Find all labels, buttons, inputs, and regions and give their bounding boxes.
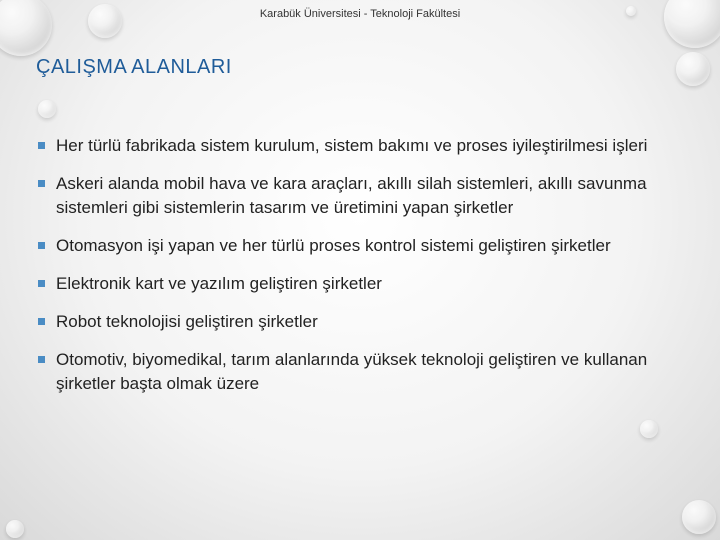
water-drop-decoration (640, 420, 658, 438)
square-bullet-icon (38, 242, 45, 249)
list-item (36, 172, 696, 220)
square-bullet-icon (38, 180, 45, 187)
water-drop-decoration (6, 520, 24, 538)
water-drop-decoration (38, 100, 56, 118)
list-item-text: Askeri alanda mobil hava ve kara araçları, akıllı silah sistemleri, akıllı savunma sistemleri gibi sistemlerin tasarım ve üretimini yapan şirketler (56, 174, 647, 217)
square-bullet-icon (38, 318, 45, 325)
list-item (36, 272, 696, 296)
list-item-text: Otomotiv, biyomedikal, tarım alanlarında yüksek teknoloji geliştiren ve kullanan şirketler başta olmak üzere (56, 350, 648, 393)
list-item-text: Otomasyon işi yapan ve her türlü proses kontrol sistemi geliştiren şirketler (56, 236, 611, 255)
square-bullet-icon (38, 280, 45, 287)
list-item (36, 234, 696, 258)
slide-header: Karabük Üniversitesi - Teknoloji Fakültesi (259, 8, 461, 20)
list-item (36, 134, 696, 158)
square-bullet-icon (38, 356, 45, 363)
list-item (36, 348, 696, 396)
slide-title: ÇALIŞMA ALANLARI (36, 56, 232, 78)
list-item-text: Elektronik kart ve yazılım geliştiren şirketler (56, 274, 382, 293)
list-item (36, 310, 696, 334)
square-bullet-icon (38, 142, 45, 149)
bullet-list (36, 134, 696, 410)
water-drop-decoration (676, 52, 710, 86)
water-drop-decoration (682, 500, 716, 534)
list-item-text: Her türlü fabrikada sistem kurulum, sistem bakımı ve proses iyileştirilmesi işleri (56, 136, 648, 155)
list-item-text: Robot teknolojisi geliştiren şirketler (56, 312, 318, 331)
